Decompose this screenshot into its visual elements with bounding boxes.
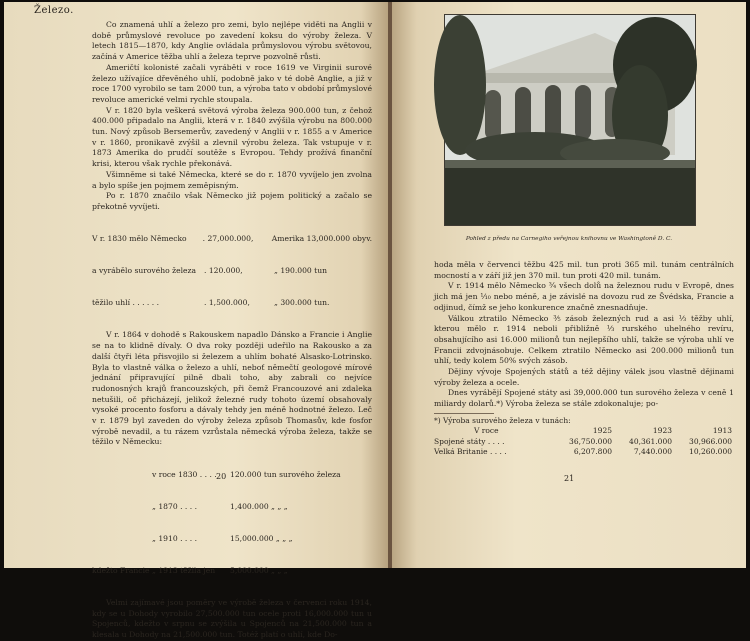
paragraph: Válkou ztratilo Německo ³⁄₅ zásob železných rud a asi ¹⁄₃ těžby uhlí, kterou mělo r. 1914 neboli přibližně ¹⁄₃ rurského uhelného revíru, obsahujícího asi 16.000 milionů tun nejlepšího uhlí, takže se výroba uhlí ve Francii zdvojnásobuje. Celkem ztratilo Německo asi 200.000 milionů tun uhlí, tedy kolem 50% svých zásob. [434,313,734,366]
paragraph: Dějiny vývoje Spojených států a též dějiny válek jsou vlastně dějinami výroby železa a ocele. [434,367,734,387]
page-header: Železo. [34,5,74,16]
iron-production-table [92,448,372,598]
table-cell: Amerika 13,000.000 obyv. [271,234,372,244]
footnote-cell: 7,440.000 [633,447,672,457]
footnote-cell: Velká Britanie . . . . [434,447,507,457]
table-cell: těžilo uhlí . . . . . . [92,298,159,308]
table-cell: 1,400.000 „ „ „ [230,501,288,511]
paragraph: Po r. 1870 značilo však Německo již pojem politický a začalo se překotně vyvíjeti. [92,191,372,211]
table-cell: . 120.000, [204,266,243,276]
footnote-header-cell: V roce [474,426,499,436]
library-photo [444,14,696,226]
table-cell [92,502,152,513]
footnote-cell: Spojené státy . . . . [434,436,505,446]
footnote-cell: 6,207.800 [573,447,612,457]
left-text-block [92,20,372,641]
paragraph: Američtí kolonisté začali vyráběti v roce 1619 ve Virginii surové železo užívajíce dřevěného uhlí, podobně jako v té době Anglie, a již v roce 1700 vyrobilo se tam 2000 tun, a výroba tato v období průmyslové revoluce americké velmi rychle stoupala. [92,62,372,104]
footnote-cell: 40,361.000 [629,436,672,446]
table-cell: „ 190.000 tun [274,266,327,276]
page-number: 21 [564,474,575,483]
footnote [434,416,734,458]
paragraph: hoda měla v červenci těžbu 425 mil. tun proti 365 mil. tunám centrálních mocností a v září již jen 370 mil. tun proti 420 mil. tunám. [434,260,734,280]
paragraph: Dnes vyrábějí Spojené státy asi 39,000.000 tun surového železa v ceně 1 miliardy dolarů.*) Výroba železa se stále zdokonaluje; po- [434,388,734,409]
left-page [4,2,388,640]
table-cell: kdežto Francie [92,565,150,575]
table-row [92,234,372,245]
footnote-cell: 36,750.000 [569,436,612,446]
table-cell: 5,000.000 „ „ „ [230,565,288,575]
table-row [92,470,372,481]
table-row [92,266,372,277]
right-text-block [434,260,734,457]
table-cell [92,470,152,481]
table-row [92,298,372,309]
table-cell: „ 1913 těžila jen [152,565,216,575]
footnote-header-cell: 1923 [652,426,672,436]
footnote-row [434,437,734,447]
book-spread [4,2,746,640]
table-cell: 15,000.000 „ „ „ [230,533,293,543]
right-page [392,2,746,568]
table-cell: . 1,500.000, [204,298,250,308]
page-number: 20 [216,472,227,481]
photo-caption: Pohled z předu na Carnegiho veřejnou knihovnu ve Washingtoně D. C. [465,236,673,242]
footnote-header-cell: 1913 [712,426,732,436]
table-row [92,534,372,545]
paragraph: Co znamená uhlí a železo pro zemi, bylo nejlépe viděti na Anglii v době průmyslové revoluce po zavedení koksu do výroby železa. V letech 1815—1870, kdy Anglie ovládala průmyslovou výrobu světovou, začíná v Americe těžba uhlí a železa teprve pozvolně růsti. [92,20,372,62]
table-cell: v roce 1830 . . . . [152,469,217,479]
footnote-title: *) Výroba surového železa v tunách: [434,415,571,425]
paragraph: V r. 1914 mělo Německo ¾ všech dolů na železnou rudu v Evropě, dnes jich má jen ¹⁄₁₀ nebo méně, a je závislé na dovozu rud ze Švédska, Francie a odjinud, čímž se jeho konkurence značně znesnadňuje. [434,281,734,312]
population-table [92,213,372,331]
paragraph: V r. 1864 v dohodě s Rakouskem napadlo Dánsko a Francie i Anglie se na to klidně dívaly. O dva roky později udeřilo na Rakousko a za další čtyři léta přisvojilo si železem a uhlím bohaté Alsasko-Lotrinsko. Byla to vlastně válka o železo a uhlí, neboť němečtí geologové mírové jednání připravující pilně dbali toho, aby zabrali co nejvíce rudonosných krajů francouzských, při čemž Francouzové ani zdaleka netušili, oč přicházejí, jelikož železné rudy tohoto území obsahovaly vysoké procento fosforu a dávaly tehdy jen méně hodnotné železo. Leč v r. 1879 byl zaveden do výroby železa způsob Thomasův, kde fosfor výrobě nevadil, a tu rázem vzrůstala německá výroba železa, takže se těžilo v Německu: [92,330,372,447]
footnote-row [434,447,734,457]
footnote-cell: 30,966.000 [689,436,732,446]
table-cell: a vyrábělo surového železa [92,266,197,276]
footnote-rule [434,413,494,414]
table-cell: 120.000 tun surového železa [230,469,341,479]
table-cell: „ 1910 . . . . [152,533,197,543]
table-cell: „ 1870 . . . . [152,501,197,511]
library-building-image [445,15,695,225]
footnote-cell: 10,260.000 [689,447,732,457]
table-cell: „ 300.000 tun. [274,298,330,308]
paragraph: Velmi zajímavé jsou poměry ve výrobě železa v červenci roku 1914, kdy se u Dohody vyrobilo 27,500.000 tun ocele proti 16,000.000 tun u Spojenců, kdežto v srpnu se zvýšila u Spojenců na 21,500.000 tun a klesala u Dohody na 21,500.000 tun. Totéž platí o uhlí, kde Do- [92,597,372,640]
table-cell [92,534,152,545]
table-row [92,502,372,513]
table-cell: V r. 1830 mělo Německo [92,234,187,244]
footnote-header-row [434,426,734,436]
footnote-header-cell: 1925 [592,426,612,436]
table-row [92,566,372,577]
paragraph: V r. 1820 byla veškerá světová výroba železa 900.000 tun, z čehož 400.000 připadalo na Anglii, která v r. 1840 zvýšila výrobu na 800.000 tun. Nový způsob Bersemerův, zavedený v Anglii v r. 1855 a v Americe v r. 1860, pronikavě zvýšil a zlevnil výrobu železa. Tak vstupuje v r. 1873 Amerika do prudčí soutěže s Evropou. Tehdy prožívá finanční krisi, kterou však rychle překonává. [92,105,372,169]
paragraph: Všimněme si také Německa, které se do r. 1870 vyvíjelo jen zvolna a bylo spíše jen pojmem zeměpisným. [92,169,372,190]
table-cell: . 27,000.000, [202,234,254,244]
